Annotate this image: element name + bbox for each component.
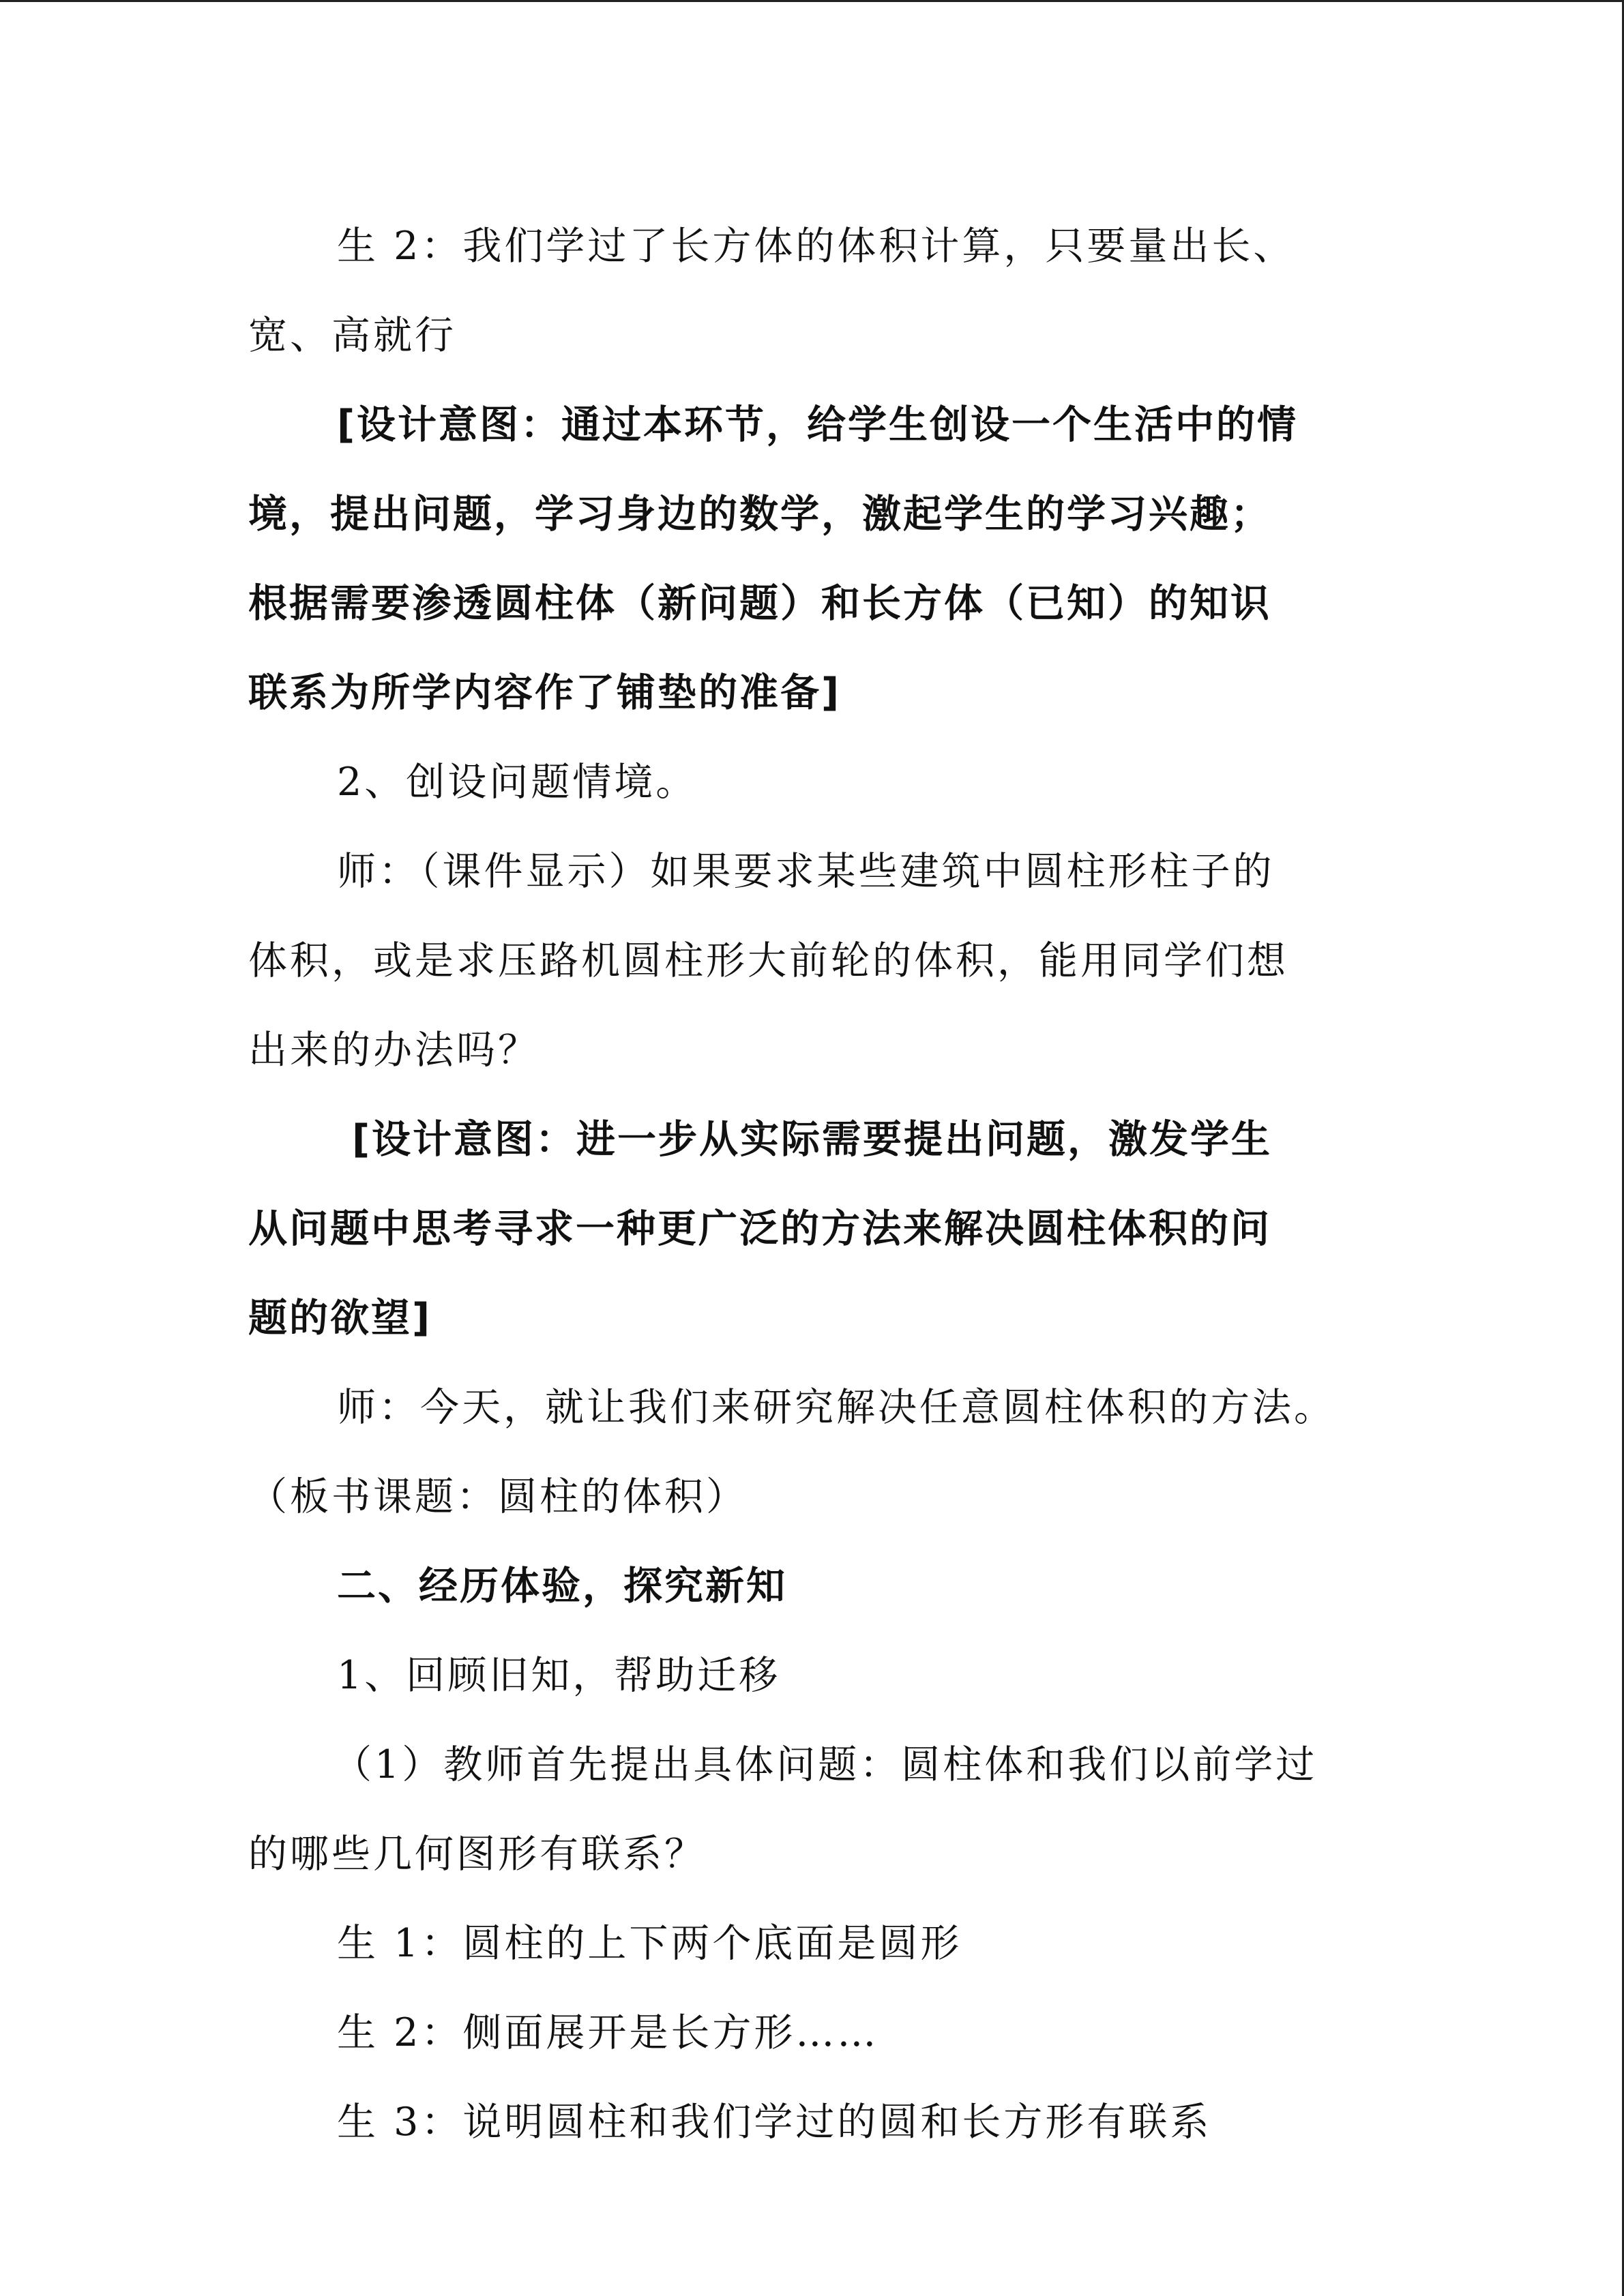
paragraph-student2-line1: 生 2：我们学过了长方体的体积计算，只要量出长、 [337, 224, 1295, 269]
student3-answer: 生 3：说明圆柱和我们学过的圆和长方形有联系 [337, 2100, 1212, 2145]
design-intent-2-line2: 从问题中思考寻求一种更广泛的方法来解决圆柱体积的问 [248, 1206, 1271, 1251]
document-body [248, 202, 1374, 2167]
teacher-problem-line2: 的哪些几何图形有联系？ [248, 1832, 706, 1877]
page-top-border [0, 0, 1624, 2]
student2-answer: 生 2：侧面展开是长方形…… [337, 2010, 879, 2055]
section-heading-2: 2、创设问题情境。 [337, 760, 698, 805]
student1-answer: 生 1：圆柱的上下两个底面是圆形 [337, 1921, 962, 1966]
teacher-question-line3: 出来的办法吗？ [248, 1028, 540, 1073]
teacher-today-line1: 师：今天，就让我们来研究解决任意圆柱体积的方法。 [337, 1385, 1335, 1430]
paragraph-student2-line2: 宽、高就行 [248, 313, 456, 358]
teacher-today-line2: （板书课题：圆柱的体积） [248, 1474, 748, 1519]
design-intent-1-line1: [设计意图：通过本环节，给学生创设一个生活中的情 [337, 402, 1299, 447]
teacher-question-line2: 体积，或是求压路机圆柱形大前轮的体积，能用同学们想 [248, 938, 1288, 983]
subheading-review: 1、回顾旧知，帮助迁移 [337, 1653, 781, 1698]
design-intent-2-line1: [设计意图：进一步从实际需要提出问题，激发学生 [352, 1117, 1273, 1162]
design-intent-1-line3: 根据需要渗透圆柱体（新问题）和长方体（已知）的知识 [248, 581, 1271, 626]
design-intent-1-line2: 境，提出问题，学习身边的数学，激起学生的学习兴趣； [248, 492, 1271, 537]
design-intent-2-line3: 题的欲望] [248, 1296, 432, 1341]
teacher-question-line1: 师：（课件显示）如果要求某些建筑中圆柱形柱子的 [337, 849, 1275, 894]
section-heading-experience: 二、经历体验，探究新知 [337, 1564, 787, 1609]
teacher-problem-line1: （1）教师首先提出具体问题：圆柱体和我们以前学过 [333, 1742, 1318, 1787]
design-intent-1-line4: 联系为所学内容作了铺垫的准备] [248, 670, 842, 715]
